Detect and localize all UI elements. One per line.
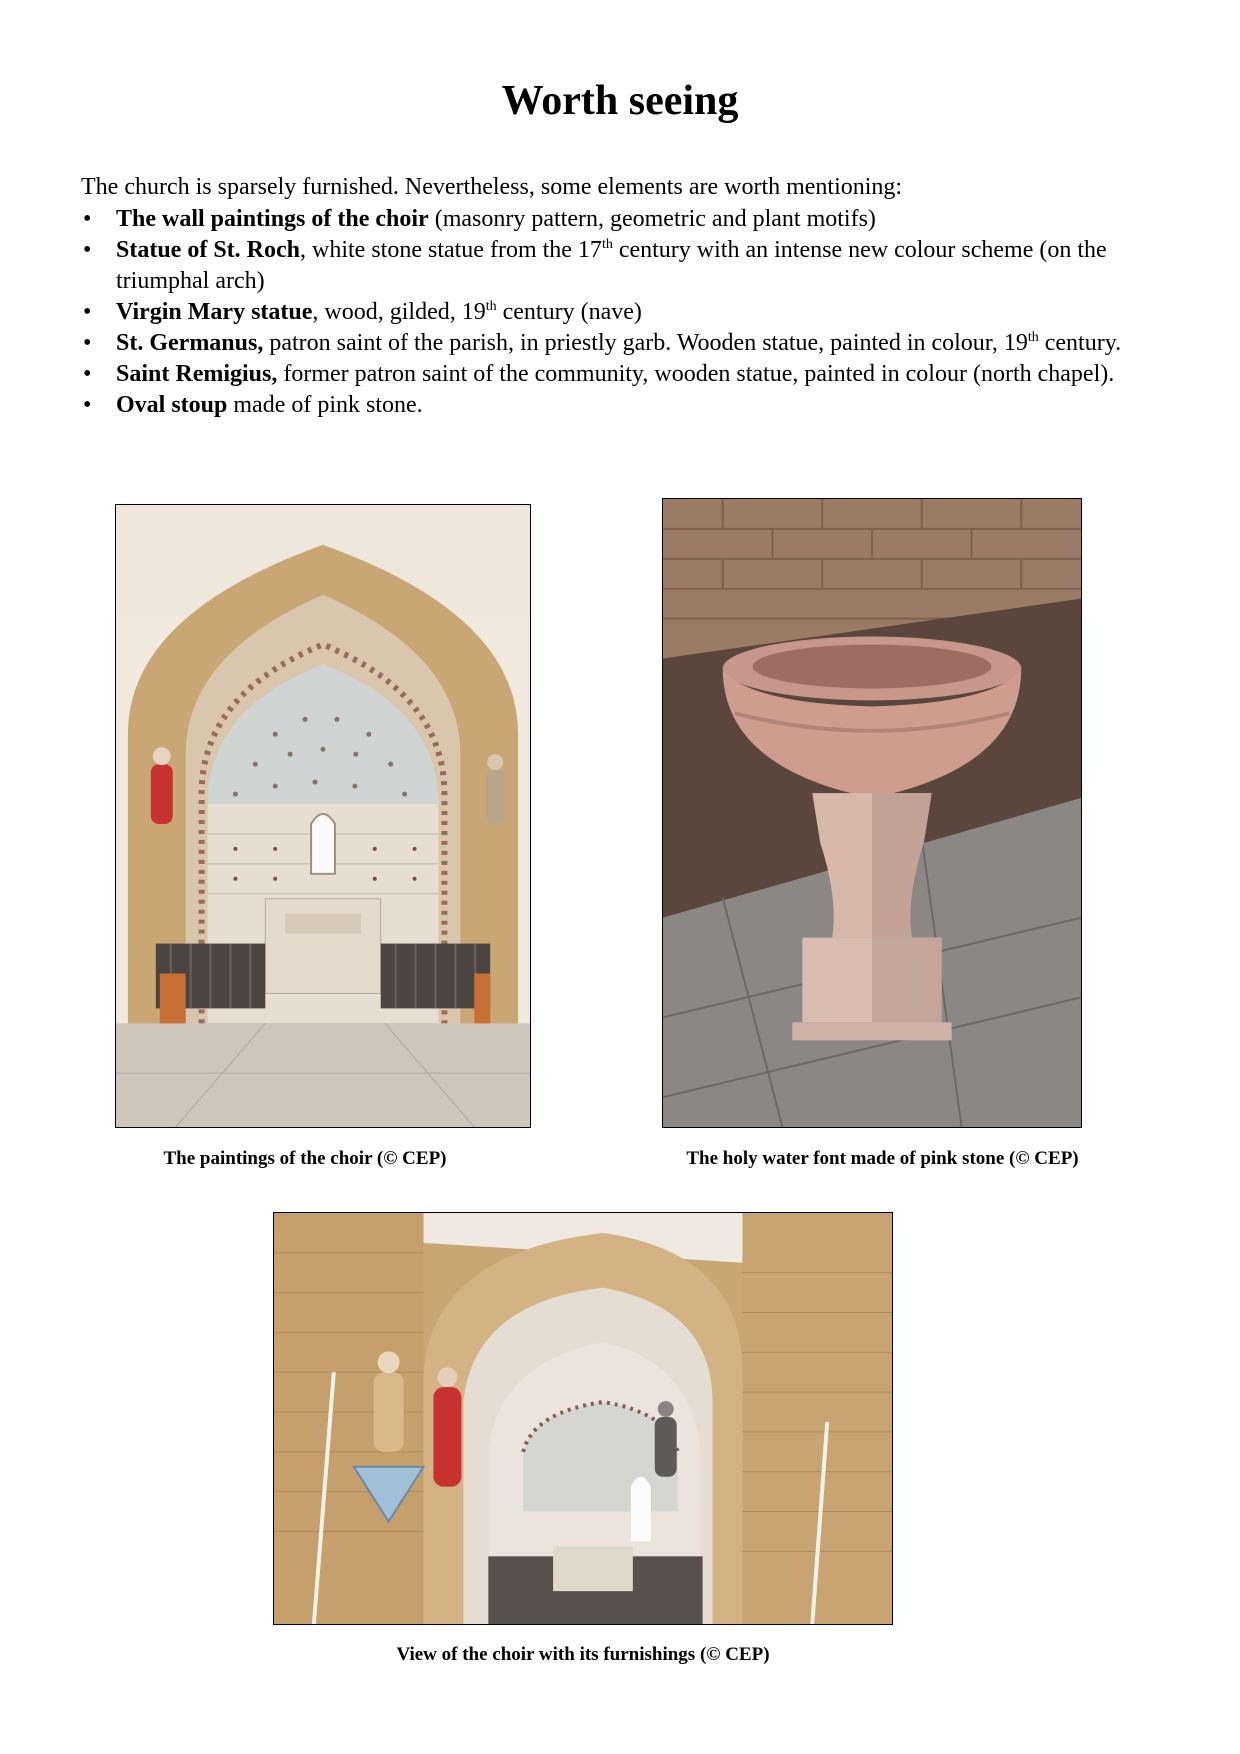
item-text: , white stone statue from the 17 [300,237,602,263]
list-item [81,204,1171,235]
item-title: The wall paintings of the choir [116,206,429,232]
item-title: Oval stoup [116,392,228,418]
highlights-list [81,204,1171,421]
choir-paintings-caption: The paintings of the choir (© CEP) [163,1148,447,1169]
list-item [81,359,1171,390]
item-title: Virgin Mary statue [116,299,313,325]
item-title: Statue of St. Roch [116,237,300,263]
holy-water-font-photo [662,498,1082,1128]
choir-view-photo [273,1212,893,1625]
choir-paintings-photo [115,504,531,1128]
stoup-illustration [663,499,1081,1127]
list-item [81,390,1171,421]
item-text: made of pink stone. [227,392,423,418]
page-title: Worth seeing [501,78,739,124]
list-item [81,297,1171,328]
choir-view-illustration [274,1213,892,1624]
item-text: century. [1038,330,1122,356]
choir-view-caption: View of the choir with its furnishings (© CEP) [396,1644,770,1665]
item-text: former patron saint of the community, wooden statue, painted in colour (north chapel). [277,361,1115,387]
ordinal-suffix: th [485,299,497,314]
ordinal-suffix: th [601,237,613,252]
item-title: Saint Remigius, [116,361,278,387]
choir-arch-illustration [116,505,530,1127]
list-item [81,235,1171,297]
holy-water-font-caption: The holy water font made of pink stone (© CEP) [686,1148,1079,1169]
item-text: (masonry pattern, geometric and plant motifs) [428,206,876,232]
item-text: century (nave) [496,299,642,325]
list-item [81,328,1171,359]
item-text: patron saint of the parish, in priestly garb. Wooden statue, painted in colour, 19 [263,330,1028,356]
item-text: century with an intense new colour scheme (on the triumphal arch) [116,237,1107,294]
item-title: St. Germanus, [116,330,264,356]
item-text: , wood, gilded, 19 [312,299,486,325]
intro-paragraph: The church is sparsely furnished. Nevertheless, some elements are worth mentioning: [81,174,903,200]
ordinal-suffix: th [1027,330,1039,345]
